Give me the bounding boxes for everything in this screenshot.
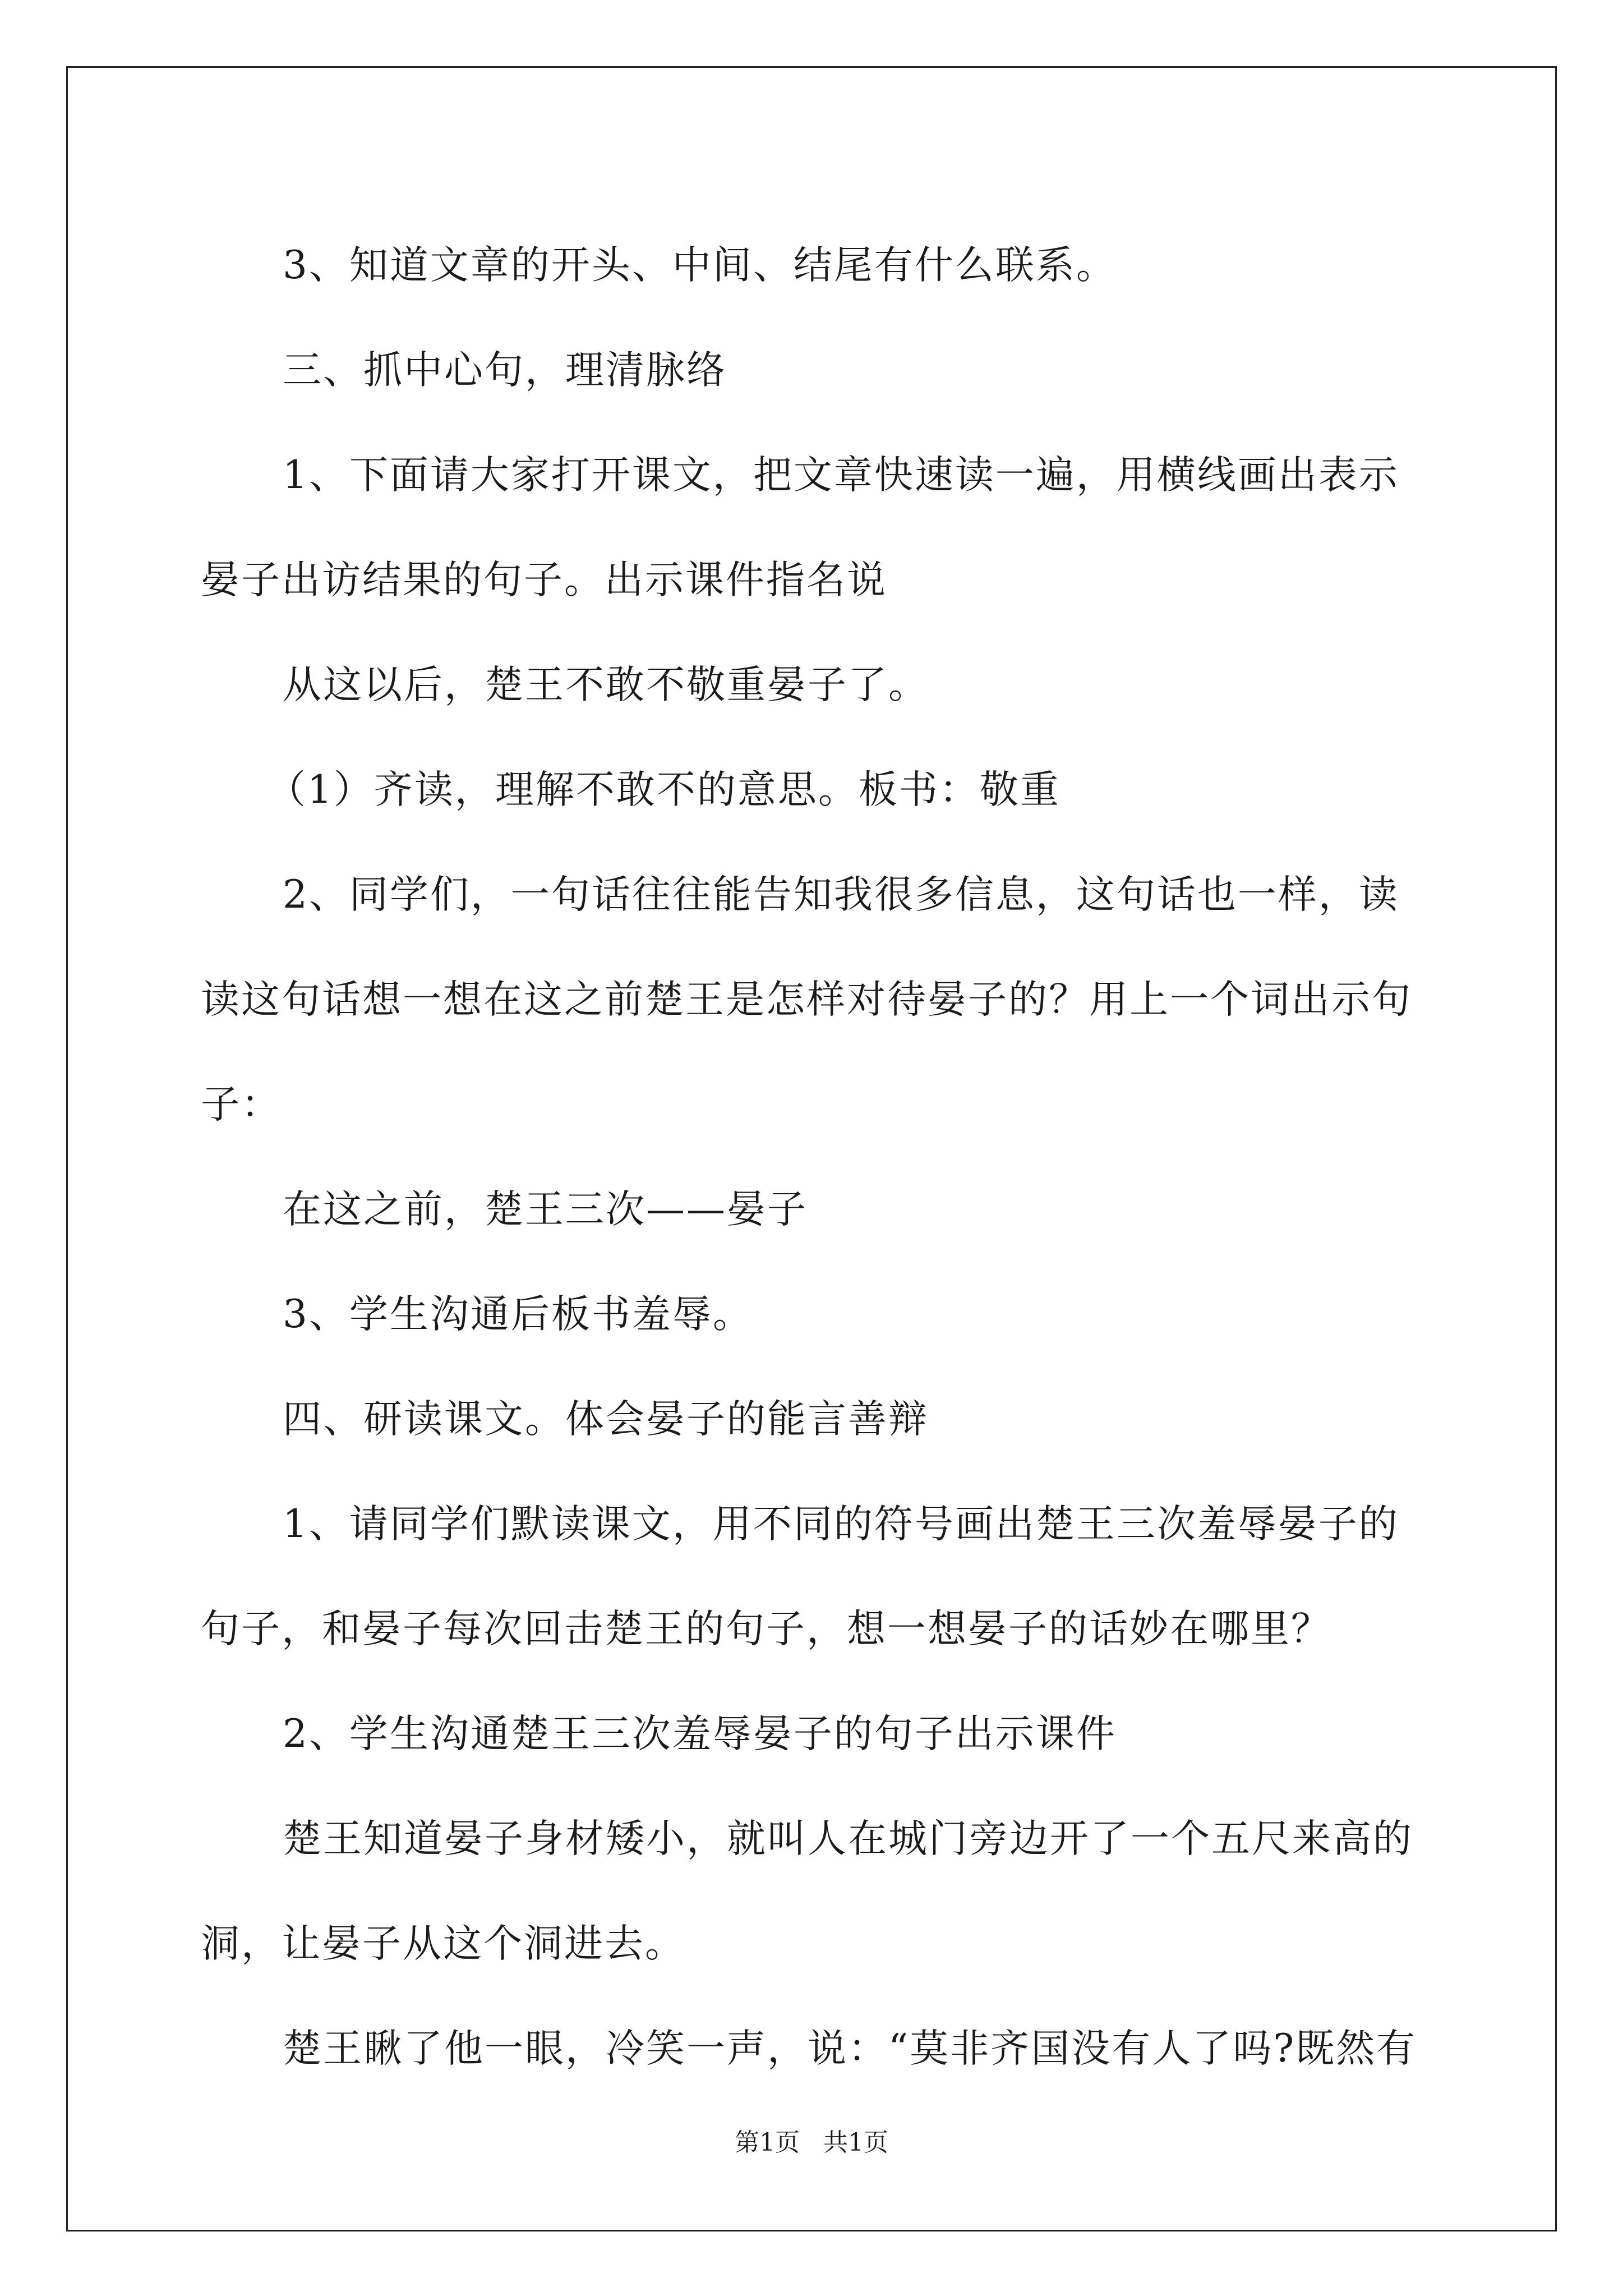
paragraph-4: 从这以后，楚王不敢不敬重晏子了。 xyxy=(283,662,929,707)
page-total: 共1页 xyxy=(823,2128,888,2157)
paragraph-8: 3、学生沟通后板书羞辱。 xyxy=(283,1292,753,1337)
page-number: 第1页 xyxy=(735,2128,800,2157)
paragraph-7: 在这之前，楚王三次——晏子 xyxy=(283,1187,808,1232)
paragraph-12: 楚王知道晏子身材矮小，就叫人在城门旁边开了一个五尺来高的洞，让晏子从这个洞进去。 xyxy=(201,1816,1413,1966)
paragraph-5: （1）齐读，理解不敢不的意思。板书：敬重 xyxy=(267,767,1061,812)
document-body xyxy=(201,213,1429,2101)
paragraph-6: 2、同学们，一句话往往能告知我很多信息，这句话也一样，读读这句话想一想在这之前楚王是怎样对待晏子的？用上一个词出示句子： xyxy=(201,872,1412,1127)
paragraph-13: 楚王瞅了他一眼，冷笑一声，说：“莫非齐国没有人了吗?既然有 xyxy=(283,2026,1417,2071)
paragraph-3: 1、下面请大家打开课文，把文章快速读一遍，用横线画出表示晏子出访结果的句子。出示课件指名说 xyxy=(201,453,1399,602)
paragraph-10: 1、请同学们默读课文，用不同的符号画出楚王三次羞辱晏子的句子，和晏子每次回击楚王的句子，想一想晏子的话妙在哪里？ xyxy=(201,1502,1399,1651)
paragraph-11: 2、学生沟通楚王三次羞辱晏子的句子出示课件 xyxy=(283,1711,1117,1756)
paragraph-1: 3、知道文章的开头、中间、结尾有什么联系。 xyxy=(283,243,1117,288)
paragraph-9: 四、研读课文。体会晏子的能言善辩 xyxy=(283,1397,929,1442)
page-footer xyxy=(0,2126,1623,2160)
paragraph-2: 三、抓中心句，理清脉络 xyxy=(283,348,727,393)
